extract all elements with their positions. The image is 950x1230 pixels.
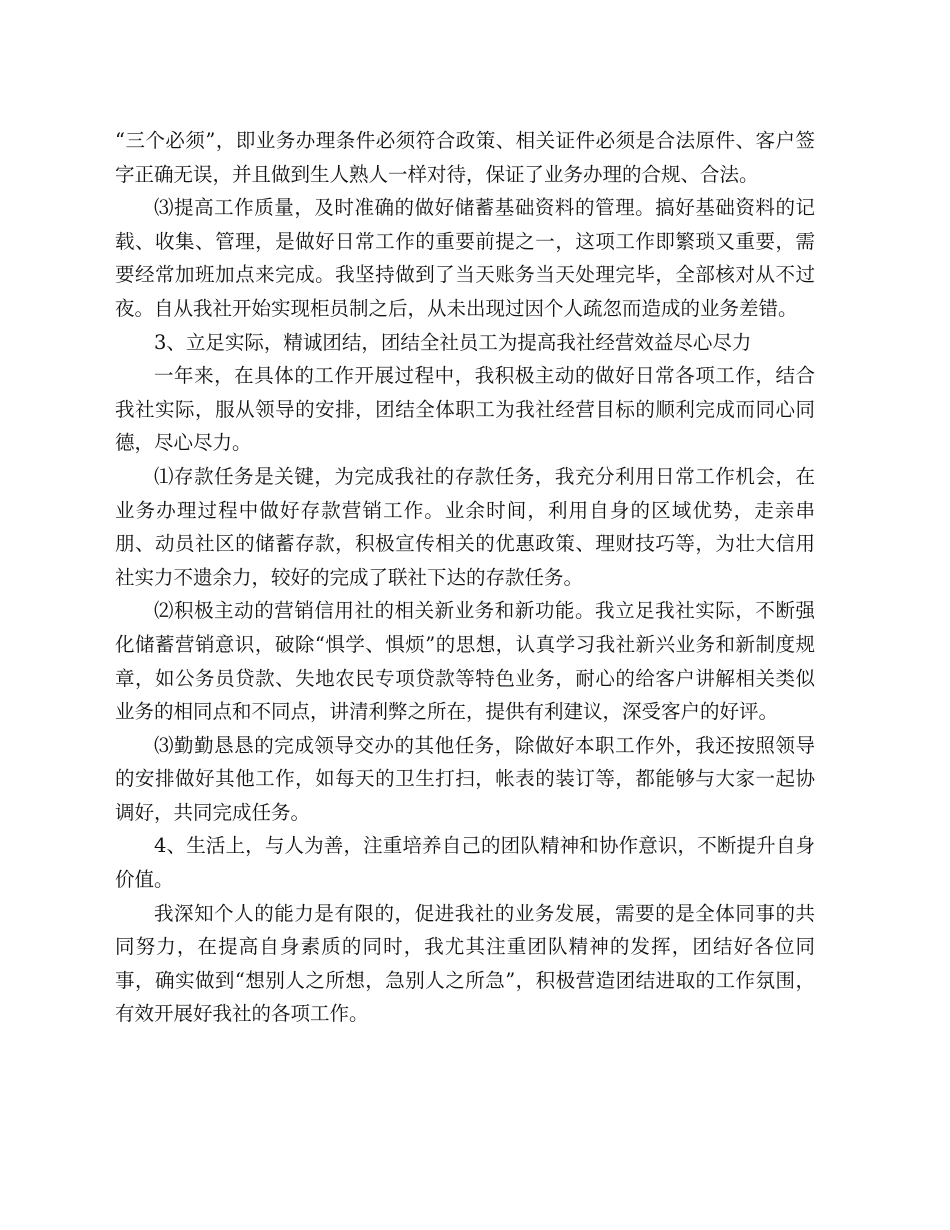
section-heading-unity: 3、立足实际，精诚团结，团结全社员工为提高我社经营效益尽心尽力 <box>154 330 752 354</box>
paragraph-year-summary: 一年来，在具体的工作开展过程中，我积极主动的做好日常各项工作，结合我社实际，服从领导的安排，团结全体职工为我社经营目标的顺利完成而同心同德，尽心尽力。 <box>115 364 815 455</box>
paragraph-deposit-task: ⑴存款任务是关键，为完成我社的存款任务，我充分利用日常工作机会，在业务办理过程中做好存款营销工作。业余时间，利用自身的区域优势，走亲串朋、动员社区的储蓄存款，积极宣传相关的优惠政策、理财技巧等，为壮大信用社实力不遗余力，较好的完成了联社下达的存款任务。 <box>115 464 815 589</box>
paragraph-teamwork: 我深知个人的能力是有限的，促进我社的业务发展，需要的是全体同事的共同努力，在提高自身素质的同时，我尤其注重团队精神的发挥，团结好各位同事，确实做到“想别人之所想，急别人之所急”，积极营造团结进取的工作氛围，有效开展好我社的各项工作。 <box>115 901 815 1026</box>
section-heading-life: 4、生活上，与人为善，注重培养自己的团队精神和协作意识，不断提升自身价值。 <box>115 834 815 892</box>
paragraph-other-tasks: ⑶勤勤恳恳的完成领导交办的其他任务，除做好本职工作外，我还按照领导的安排做好其他工作，如每天的卫生打扫，帐表的装订等，都能够与大家一起协调好，共同完成任务。 <box>115 733 815 824</box>
paragraph-new-business: ⑵积极主动的营销信用社的相关新业务和新功能。我立足我社实际，不断强化储蓄营销意识，破除“惧学、惧烦”的思想，认真学习我社新兴业务和新制度规章，如公务员贷款、失地农民专项贷款等特色业务，耐心的给客户讲解相关类似业务的相同点和不同点，讲清利弊之所在，提供有利建议，深受客户的好评。 <box>115 599 815 724</box>
paragraph-work-quality: ⑶提高工作质量，及时准确的做好储蓄基础资料的管理。搞好基础资料的记载、收集、管理，是做好日常工作的重要前提之一，这项工作即繁琐又重要，需要经常加班加点来完成。我坚持做到了当天账务当天处理完毕，全部核对从不过夜。自从我社开始实现柜员制之后，从未出现过因个人疏忽而造成的业务差错。 <box>115 196 815 320</box>
document-body <box>115 124 815 1031</box>
paragraph-three-musts: “三个必须”，即业务办理条件必须符合政策、相关证件必须是合法原件、客户签字正确无误，并且做到生人熟人一样对待，保证了业务办理的合规、合法。 <box>115 129 815 186</box>
